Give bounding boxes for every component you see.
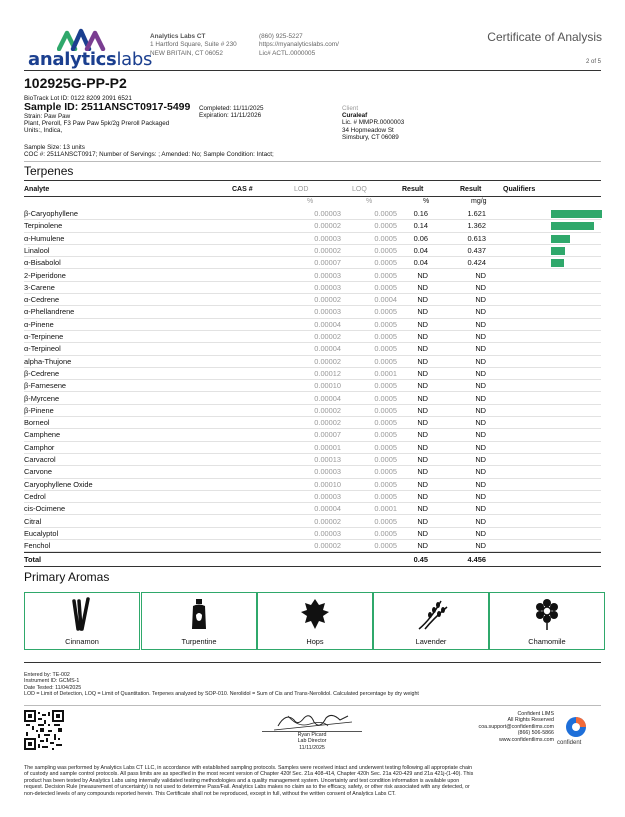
- cell-result-pct: ND: [417, 504, 428, 514]
- cell-analyte: Linalool: [24, 245, 50, 255]
- cell-result-mgg: ND: [475, 541, 486, 551]
- table-row: [24, 368, 601, 380]
- cell-analyte: Camphor: [24, 442, 55, 452]
- cell-loq: 0.0005: [374, 405, 397, 415]
- cell-analyte: α-Phellandrene: [24, 307, 75, 317]
- cell-analyte: β-Pinene: [24, 405, 54, 415]
- cell-result-pct: ND: [417, 368, 428, 378]
- table-row: [24, 516, 601, 528]
- cell-loq: 0.0005: [374, 209, 397, 218]
- cell-result-mgg: ND: [475, 368, 486, 378]
- cell-lod: 0.00003: [314, 270, 341, 280]
- lab-address-line2: NEW BRITAIN, CT 06052: [150, 49, 223, 57]
- cell-loq: 0.0005: [374, 233, 397, 243]
- cell-result-mgg: 0.613: [467, 233, 486, 243]
- cell-loq: 0.0005: [374, 430, 397, 440]
- terpenes-section-title: Terpenes: [24, 164, 74, 178]
- lims-info: [479, 711, 554, 743]
- instrument-id: Instrument ID: GCMS-1: [24, 678, 80, 685]
- signer-title: Lab Director: [297, 738, 327, 745]
- sample-divider: [24, 161, 601, 162]
- col-result-mgg: Result: [460, 186, 482, 193]
- disclaimer-line: product has been tested by Analytics Labs using internally validated testing methodologies and a quality management system. Uncertainty and test condition information is available upon: [24, 777, 460, 784]
- table-row: [24, 306, 601, 318]
- matrix: Plant, Preroll, F3 Paw Paw 5pk/2g Preroll Packaged: [24, 120, 170, 128]
- aroma-label: Cinnamon: [65, 637, 99, 646]
- cell-loq: 0.0005: [374, 282, 397, 292]
- disclaimer-line: non-detected levels of any compounds reported herein. This Certificate shall not be reproduced, except in full, without the written consent of Analytics Labs CT.: [24, 790, 396, 797]
- total-divider: [24, 552, 601, 553]
- cell-result-pct: 0.16: [413, 209, 428, 218]
- aroma-label: Hops: [306, 637, 324, 646]
- cell-result-mgg: ND: [475, 418, 486, 428]
- cell-analyte: α-Pinene: [24, 319, 54, 329]
- cell-result-pct: ND: [417, 479, 428, 489]
- table-row: [24, 356, 601, 368]
- cell-analyte: α-Terpineol: [24, 344, 61, 354]
- table-row: [24, 343, 601, 355]
- cell-lod: 0.00012: [314, 368, 341, 378]
- document-title: Certificate of Analysis: [487, 30, 602, 44]
- cell-analyte: β-Caryophyllene: [24, 209, 78, 218]
- cell-loq: 0.0005: [374, 528, 397, 538]
- cell-result-pct: ND: [417, 528, 428, 538]
- cell-analyte: Cedrol: [24, 491, 46, 501]
- date-tested: Date Tested: 11/04/2025: [24, 684, 82, 691]
- cell-result-mgg: ND: [475, 282, 486, 292]
- cell-result-pct: 0.04: [413, 245, 428, 255]
- total-bottom-divider: [24, 566, 601, 567]
- cell-result-pct: ND: [417, 393, 428, 403]
- cell-result-mgg: ND: [475, 319, 486, 329]
- analytics-labs-logo: [28, 49, 152, 70]
- test-info: [24, 672, 419, 698]
- cell-result-mgg: ND: [475, 479, 486, 489]
- signer-date: 11/11/2025: [299, 744, 325, 751]
- cell-result-mgg: ND: [475, 332, 486, 341]
- lab-address: [150, 33, 237, 58]
- table-row: [24, 417, 601, 429]
- lims-name: Confident LIMS: [517, 711, 554, 717]
- client-address2: Simsbury, CT 06089: [342, 133, 399, 141]
- lab-contact: [259, 33, 339, 58]
- cinnamon-icon: [62, 597, 102, 631]
- cell-result-pct: ND: [417, 344, 428, 354]
- footer-divider: [24, 705, 601, 706]
- cell-result-pct: 0.06: [413, 233, 428, 243]
- dates: [199, 105, 264, 119]
- cell-analyte: Fenchol: [24, 541, 51, 551]
- cell-result-mgg: ND: [475, 356, 486, 366]
- col-lod: LOD: [294, 186, 309, 193]
- chamomile-icon: [527, 597, 567, 631]
- table-row: [24, 270, 601, 282]
- lab-address-line1: 1 Hartford Square, Suite # 230: [150, 41, 237, 49]
- lims-rights: All Rights Reserved: [507, 717, 554, 724]
- cell-result-pct: ND: [417, 332, 428, 341]
- terpenes-title-divider: [24, 180, 601, 181]
- header-divider: [24, 70, 601, 71]
- cell-loq: 0.0005: [374, 491, 397, 501]
- cell-result-mgg: ND: [475, 442, 486, 452]
- page-number: 2 of 5: [585, 59, 601, 65]
- cell-lod: 0.00002: [314, 245, 341, 255]
- cell-result-pct: ND: [417, 405, 428, 415]
- table-row: [24, 282, 601, 294]
- total-label: Total: [24, 555, 42, 564]
- logo-bold: analytics: [28, 49, 117, 70]
- signer-block: [262, 732, 362, 751]
- cell-lod: 0.00007: [314, 258, 341, 268]
- col-result-pct: Result: [402, 186, 424, 193]
- cell-lod: 0.00010: [314, 381, 341, 391]
- cell-lod: 0.00003: [314, 209, 341, 218]
- table-row: [24, 429, 601, 441]
- table-row: [24, 380, 601, 392]
- table-row: [24, 393, 601, 405]
- table-row: [24, 540, 601, 552]
- lab-license: Lic# ACTL.0000005: [259, 49, 316, 57]
- cell-loq: 0.0005: [374, 442, 397, 452]
- cell-result-pct: ND: [417, 381, 428, 391]
- confident-logo-text: confident: [557, 740, 582, 746]
- lab-name: Analytics Labs CT: [150, 33, 206, 40]
- sample-title: 102925G-PP-P2: [24, 75, 127, 91]
- unit-loq: %: [366, 198, 373, 205]
- logo-light: labs: [116, 49, 153, 70]
- cell-result-mgg: ND: [475, 270, 486, 280]
- cell-result-mgg: 0.424: [467, 258, 486, 268]
- table-row: [24, 294, 601, 306]
- aroma-lavender: [373, 592, 489, 650]
- completed-date: Completed: 11/11/2025: [199, 105, 264, 112]
- unit-lod: %: [307, 198, 314, 205]
- signer-name: Ryan Picard: [297, 732, 327, 738]
- disclaimer-line: request. Decision Rule (measurement of uncertainty) is not used to determine Pass/Fail. Analytics Labs makes no claim as to the efficacy, safety, or other risk associated with any detected, or: [24, 784, 470, 791]
- lab-phone: (860) 925-5227: [259, 33, 303, 40]
- cell-lod: 0.00002: [314, 221, 341, 231]
- cell-analyte: Borneol: [24, 418, 50, 428]
- cell-result-mgg: ND: [475, 405, 486, 415]
- cell-result-pct: ND: [417, 295, 428, 305]
- cell-result-pct: ND: [417, 430, 428, 440]
- cell-result-mgg: ND: [475, 307, 486, 317]
- cell-result-mgg: ND: [475, 430, 486, 440]
- table-row: [24, 233, 601, 245]
- cell-analyte: Camphene: [24, 430, 61, 440]
- lab-website[interactable]: https://myanalyticslabs.com/: [259, 41, 339, 49]
- cell-loq: 0.0005: [374, 344, 397, 354]
- header-row-divider: [24, 196, 601, 197]
- aroma-label: Chamomile: [528, 637, 566, 646]
- cell-loq: 0.0005: [374, 467, 397, 477]
- analytics-labs-logo-mark: [57, 27, 107, 51]
- sample-details: [24, 113, 169, 135]
- entered-by: Entered by: TE-002: [24, 672, 70, 678]
- client-info: [342, 105, 404, 141]
- cell-result-pct: ND: [417, 516, 428, 526]
- cell-result-mgg: 0.437: [467, 245, 486, 255]
- biotrack-id: BioTrack Lot ID: 0122 8209 2091 6521: [24, 95, 132, 102]
- cell-lod: 0.00004: [314, 504, 341, 514]
- cell-lod: 0.00004: [314, 393, 341, 403]
- cell-result-mgg: ND: [475, 504, 486, 514]
- lims-email[interactable]: coa.support@confidentlims.com: [478, 723, 554, 730]
- qr-code[interactable]: [24, 710, 64, 750]
- aroma-chamomile: [489, 592, 605, 650]
- table-row: [24, 405, 601, 417]
- cell-analyte: Carvacrol: [24, 455, 56, 464]
- cell-result-pct: ND: [417, 541, 428, 551]
- lod-note: LOD = Limit of Detection, LOQ = Limit of Quantitation. Terpenes analyzed by SOP-010. Nerolidol = Sum of Cis and Trans-Nerolidol. Calculated percentage by dry weight: [24, 691, 419, 698]
- cell-analyte: Citral: [24, 516, 42, 526]
- cell-analyte: β-Myrcene: [24, 393, 60, 403]
- col-loq: LOQ: [352, 186, 367, 193]
- lims-website[interactable]: www.confidentlims.com: [498, 736, 554, 743]
- cell-loq: 0.0004: [374, 295, 397, 305]
- total-mgg: 4.456: [467, 555, 486, 564]
- table-row: [24, 257, 601, 269]
- table-row: [24, 466, 601, 478]
- cell-loq: 0.0005: [374, 270, 397, 280]
- disclaimer: [24, 765, 606, 797]
- aroma-label: Lavender: [415, 637, 447, 646]
- cell-result-pct: ND: [417, 319, 428, 329]
- aroma-cinnamon: [24, 592, 140, 650]
- table-row: [24, 491, 601, 503]
- cell-loq: 0.0005: [374, 479, 397, 489]
- cell-result-mgg: ND: [475, 381, 486, 391]
- units: Units:, Indica,: [24, 127, 63, 135]
- cell-analyte: α-Bisabolol: [24, 258, 61, 268]
- result-bar: [551, 259, 564, 267]
- cell-result-pct: ND: [417, 307, 428, 317]
- cell-lod: 0.00003: [314, 467, 341, 477]
- cell-lod: 0.00002: [314, 332, 341, 341]
- table-row: [24, 245, 601, 257]
- cell-result-pct: 0.04: [413, 258, 428, 268]
- cell-analyte: alpha-Thujone: [24, 356, 72, 366]
- total-pct: 0.45: [413, 555, 428, 564]
- cell-lod: 0.00002: [314, 541, 341, 551]
- coc-info: COC #: 2511ANSCT0917; Number of Servings: ; Amended: No; Sample Condition: Intact;: [24, 151, 274, 158]
- cell-result-pct: 0.14: [413, 221, 428, 231]
- result-bar: [551, 210, 602, 218]
- cell-loq: 0.0005: [374, 455, 397, 464]
- table-row: [24, 331, 601, 343]
- cell-analyte: cis-Ocimene: [24, 504, 66, 514]
- cell-lod: 0.00002: [314, 516, 341, 526]
- lavender-icon: [411, 597, 451, 631]
- cell-analyte: β-Farnesene: [24, 381, 67, 391]
- table-row: [24, 208, 601, 220]
- cell-lod: 0.00002: [314, 356, 341, 366]
- cell-result-mgg: ND: [475, 295, 486, 305]
- aromas-section-title: Primary Aromas: [24, 570, 110, 584]
- col-qualifiers: Qualifiers: [503, 186, 536, 193]
- cell-lod: 0.00002: [314, 295, 341, 305]
- table-row: [24, 528, 601, 540]
- cell-result-mgg: 1.621: [467, 209, 486, 218]
- cell-lod: 0.00003: [314, 307, 341, 317]
- result-bar: [551, 247, 565, 255]
- cell-result-pct: ND: [417, 467, 428, 477]
- cell-loq: 0.0005: [374, 356, 397, 366]
- cell-analyte: Terpinolene: [24, 221, 63, 231]
- cell-loq: 0.0001: [374, 368, 397, 378]
- col-cas: CAS #: [232, 186, 253, 193]
- cell-lod: 0.00003: [314, 282, 341, 292]
- cell-analyte: 2-Piperidone: [24, 270, 66, 280]
- cell-result-pct: ND: [417, 442, 428, 452]
- cell-loq: 0.0005: [374, 258, 397, 268]
- cell-analyte: α-Terpinene: [24, 332, 64, 341]
- cell-analyte: Eucalyptol: [24, 528, 59, 538]
- cell-loq: 0.0005: [374, 332, 397, 341]
- cell-result-pct: ND: [417, 491, 428, 501]
- strain: Strain: Paw Paw: [24, 113, 71, 120]
- cell-analyte: Carvone: [24, 467, 52, 477]
- cell-lod: 0.00010: [314, 479, 341, 489]
- hops-icon: [295, 597, 335, 631]
- sample-id: Sample ID: 2511ANSCT0917-5499: [24, 101, 191, 113]
- cell-loq: 0.0005: [374, 221, 397, 231]
- client-license: Lic. # MMPR.0000003: [342, 119, 405, 127]
- result-bar: [551, 222, 594, 230]
- table-row: [24, 442, 601, 454]
- cell-result-mgg: ND: [475, 344, 486, 354]
- cell-result-pct: ND: [417, 282, 428, 292]
- cell-analyte: β-Cedrene: [24, 368, 60, 378]
- cell-lod: 0.00003: [314, 528, 341, 538]
- disclaimer-line: of custody and sample control protocols. All pass limits are as specified in the most recent version of Chapter 420f Sec. 21a 408-414, Chapter 420h Sec. 21a 420-429 and 21a 421j-(1-40). This: [24, 771, 474, 778]
- cell-result-pct: ND: [417, 270, 428, 280]
- table-row: [24, 319, 601, 331]
- cell-analyte: Caryophyllene Oxide: [24, 479, 93, 489]
- cell-analyte: 3-Carene: [24, 282, 55, 292]
- cell-result-mgg: ND: [475, 491, 486, 501]
- cell-result-pct: ND: [417, 356, 428, 366]
- sample-size: Sample Size: 13 units: [24, 144, 85, 151]
- cell-lod: 0.00001: [314, 442, 341, 452]
- turpentine-icon: [179, 597, 219, 631]
- cell-result-pct: ND: [417, 418, 428, 428]
- cell-analyte: α-Humulene: [24, 233, 65, 243]
- confident-logo-icon: [565, 716, 587, 738]
- aroma-turpentine: [141, 592, 257, 650]
- cell-loq: 0.0005: [374, 245, 397, 255]
- cell-loq: 0.0005: [374, 393, 397, 403]
- table-row: [24, 454, 601, 466]
- cell-loq: 0.0005: [374, 307, 397, 317]
- cell-analyte: α-Cedrene: [24, 295, 60, 305]
- cell-loq: 0.0001: [374, 504, 397, 514]
- cell-lod: 0.00003: [314, 491, 341, 501]
- cell-loq: 0.0005: [374, 541, 397, 551]
- cell-result-mgg: ND: [475, 393, 486, 403]
- disclaimer-line: The sampling was performed by Analytics Labs CT LLC, in accordance with established sampling protocols. Samples were received intact and underwent testing following all appropriate chain: [24, 765, 473, 771]
- cell-lod: 0.00004: [314, 344, 341, 354]
- cell-result-mgg: ND: [475, 528, 486, 538]
- cell-lod: 0.00013: [314, 455, 341, 464]
- unit-pct: %: [423, 198, 430, 205]
- cell-lod: 0.00002: [314, 405, 341, 415]
- cell-loq: 0.0005: [374, 418, 397, 428]
- lims-phone: (866) 506-5866: [517, 730, 554, 737]
- cell-result-pct: ND: [417, 455, 428, 464]
- cell-loq: 0.0005: [374, 319, 397, 329]
- client-name: Curaleaf: [342, 112, 368, 120]
- client-label: Client: [342, 105, 359, 112]
- cell-result-mgg: ND: [475, 467, 486, 477]
- cell-lod: 0.00004: [314, 319, 341, 329]
- unit-mgg: mg/g: [471, 198, 487, 205]
- cell-result-mgg: ND: [475, 455, 486, 464]
- table-row: [24, 479, 601, 491]
- cell-lod: 0.00007: [314, 430, 341, 440]
- client-address1: 34 Hopmeadow St: [342, 126, 394, 134]
- cell-lod: 0.00002: [314, 418, 341, 428]
- table-row: [24, 220, 601, 232]
- cell-loq: 0.0005: [374, 516, 397, 526]
- cell-result-mgg: ND: [475, 516, 486, 526]
- aromas-divider: [24, 662, 601, 663]
- table-row: [24, 503, 601, 515]
- cell-lod: 0.00003: [314, 233, 341, 243]
- cell-result-mgg: 1.362: [467, 221, 486, 231]
- result-bar: [551, 235, 570, 243]
- col-analyte: Analyte: [24, 186, 50, 193]
- aroma-label: Turpentine: [181, 637, 217, 646]
- expiration-date: Expiration: 11/11/2026: [199, 112, 262, 120]
- aroma-hops: [257, 592, 373, 650]
- cell-loq: 0.0005: [374, 381, 397, 391]
